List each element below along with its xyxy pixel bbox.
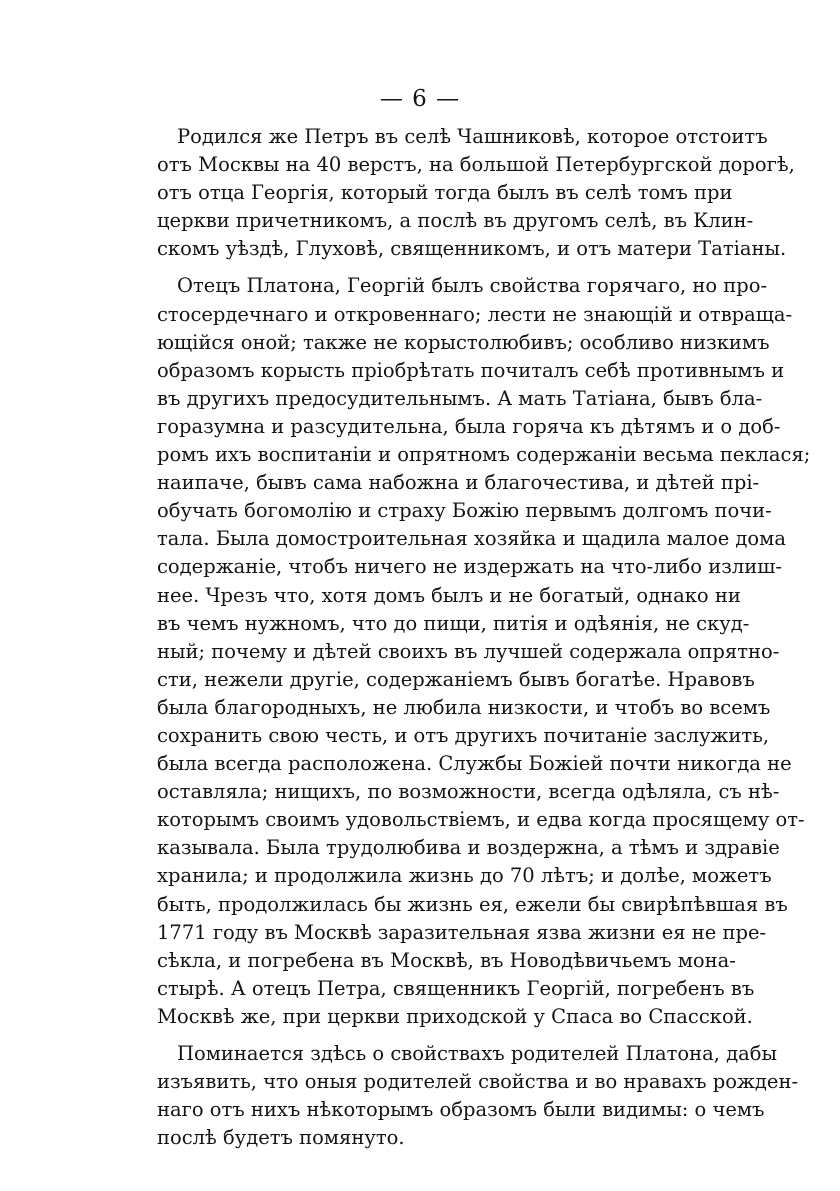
text-line: скомъ уѣздѣ, Глуховѣ, священникомъ, и отъ матери Татіаны.: [157, 237, 787, 261]
paragraph: [157, 1040, 799, 1152]
text-line: образомъ корысть пріобрѣтать почиталъ себѣ противнымъ и: [157, 358, 785, 382]
body-text: [157, 123, 811, 1152]
text-line: наипаче, бывъ сама набожна и благочестива, и дѣтей прі-: [157, 471, 760, 495]
text-line: сохранить свою честь, и отъ другихъ почитаніе заслужить,: [157, 723, 770, 747]
text-line: церкви причетникомъ, а послѣ въ другомъ селѣ, въ Клин-: [157, 209, 754, 233]
text-line: отъ Москвы на 40 верстъ, на большой Петербургской дорогѣ,: [157, 153, 795, 177]
text-line: 1771 году въ Москвѣ заразительная язва жизни ея не пре-: [157, 920, 767, 944]
text-line: хранила; и продолжила жизнь до 70 лѣтъ; и долѣе, можетъ: [157, 864, 772, 888]
text-line: послѣ будетъ помянуто.: [157, 1126, 405, 1150]
text-line: сѣкла, и погребена въ Москвѣ, въ Новодѣвичьемъ мона-: [157, 948, 736, 972]
text-line: Родился же Петръ въ селѣ Чашниковѣ, которое отстоитъ: [177, 125, 768, 148]
paragraph: [157, 123, 795, 263]
text-line: оставляла; нищихъ, по возможности, всегда одѣляла, съ нѣ-: [157, 780, 780, 804]
text-line: стырѣ. А отецъ Петра, священникъ Георгій, погребенъ въ: [157, 976, 755, 1000]
text-line: обучать богомолію и страху Божію первымъ долгомъ почи-: [157, 499, 772, 523]
text-line: въ другихъ предосудительнымъ. А мать Татіана, бывъ бла-: [157, 386, 763, 410]
text-line: была всегда расположена. Службы Божіей почти никогда не: [157, 752, 792, 776]
text-line: Москвѣ же, при церкви приходской у Спаса во Спасской.: [157, 1004, 753, 1028]
text-line: которымъ своимъ удовольствіемъ, и едва когда просящему от-: [157, 808, 805, 832]
text-line: стосердечнаго и откровеннаго; лести не знающій и отвраща-: [157, 302, 793, 326]
paragraph: [157, 272, 811, 1031]
text-line: ный; почему и дѣтей своихъ въ лучшей содержала опрятно-: [157, 639, 780, 663]
text-line: содержаніе, чтобъ ничего не издержать на что-либо излиш-: [157, 555, 782, 579]
text-line: Отецъ Платона, Георгій былъ свойства горячаго, но про-: [177, 274, 768, 298]
text-line: изъявить, что оныя родителей свойства и во нравахъ рожден-: [157, 1070, 799, 1094]
text-line: горазумна и разсудительна, была горяча къ дѣтямъ и о доб-: [157, 414, 781, 438]
text-line: ющійся оной; также не корыстолюбивъ; особливо низкимъ: [157, 330, 770, 354]
text-line: быть, продолжилась бы жизнь ея, ежели бы свирѣпѣвшая въ: [157, 892, 788, 916]
text-line: нее. Чрезъ что, хотя домъ былъ и не богатый, однако ни: [157, 583, 741, 607]
text-line: тала. Была домостроительная хозяйка и щадила малое дома: [157, 527, 786, 551]
text-line: Поминается здѣсь о свойствахъ родителей Платона, дабы: [177, 1042, 778, 1065]
page-number: — 6 —: [379, 86, 461, 112]
text-line: сти, нежели другіе, содержаніемъ бывъ богатѣе. Нравовъ: [157, 667, 755, 691]
text-line: казывала. Была трудолюбива и воздержна, а тѣмъ и здравіе: [157, 836, 780, 860]
text-line: въ чемъ нужномъ, что до пищи, питія и одѣянія, не скуд-: [157, 611, 750, 635]
text-line: была благородныхъ, не любила низкости, и чтобъ во всемъ: [157, 695, 771, 719]
text-line: отъ отца Георгія, который тогда былъ въ селѣ томъ при: [157, 181, 733, 205]
text-line: наго отъ нихъ нѣкоторымъ образомъ были видимы: о чемъ: [157, 1098, 765, 1122]
text-line: ромъ ихъ воспитаніи и опрятномъ содержаніи весьма пеклася;: [157, 443, 811, 467]
